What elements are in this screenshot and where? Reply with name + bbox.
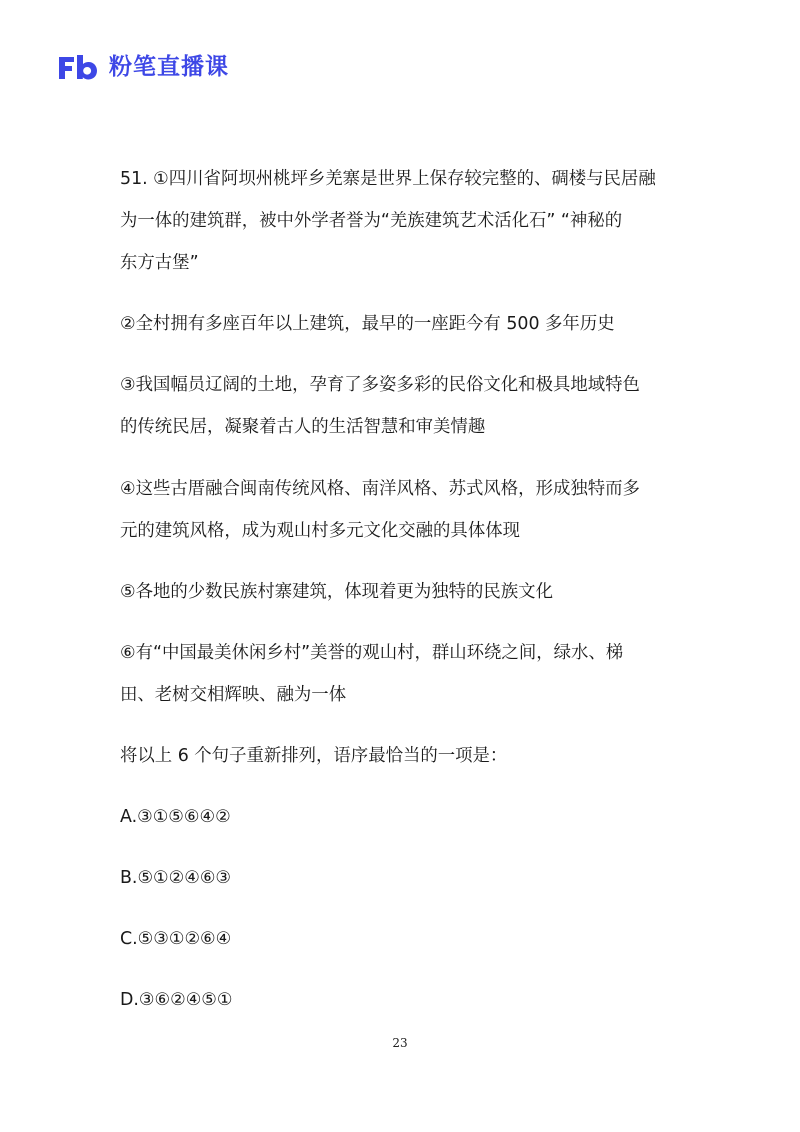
option-a: A.③①⑤⑥④②	[120, 807, 231, 827]
brand-logo	[57, 51, 229, 83]
question-line: 田、老树交相辉映、融为一体	[120, 685, 347, 705]
question-line: 东方古堡”	[120, 253, 199, 273]
question-line: ⑥有“中国最美休闲乡村”美誉的观山村，群山环绕之间，绿水、梯	[120, 643, 624, 663]
question-prompt: 将以上 6 个句子重新排列，语序最恰当的一项是：	[120, 746, 508, 766]
question-line: 元的建筑风格，成为观山村多元文化交融的具体体现	[120, 521, 520, 541]
option-b: B.⑤①②④⑥③	[120, 868, 232, 888]
fb-logo-icon	[57, 51, 107, 83]
option-d: D.③⑥②④⑤①	[120, 990, 233, 1010]
question-line: ②全村拥有多座百年以上建筑，最早的一座距今有 500 多年历史	[120, 314, 615, 334]
brand-name: 粉笔直播课	[109, 54, 229, 80]
question-line: ④这些古厝融合闽南传统风格、南洋风格、苏式风格，形成独特而多	[120, 479, 640, 499]
question-line: ③我国幅员辽阔的土地，孕育了多姿多彩的民俗文化和极具地域特色	[120, 375, 640, 395]
option-c: C.⑤③①②⑥④	[120, 929, 232, 949]
question-line: ⑤各地的少数民族村寨建筑，体现着更为独特的民族文化	[120, 582, 553, 602]
question-line: 51. ①四川省阿坝州桃坪乡羌寨是世界上保存较完整的、碉楼与民居融	[120, 169, 656, 189]
page-number: 23	[392, 1036, 408, 1050]
question-line: 为一体的建筑群，被中外学者誉为“羌族建筑艺术活化石” “神秘的	[120, 211, 623, 231]
question-line: 的传统民居，凝聚着古人的生活智慧和审美情趣	[120, 417, 486, 437]
